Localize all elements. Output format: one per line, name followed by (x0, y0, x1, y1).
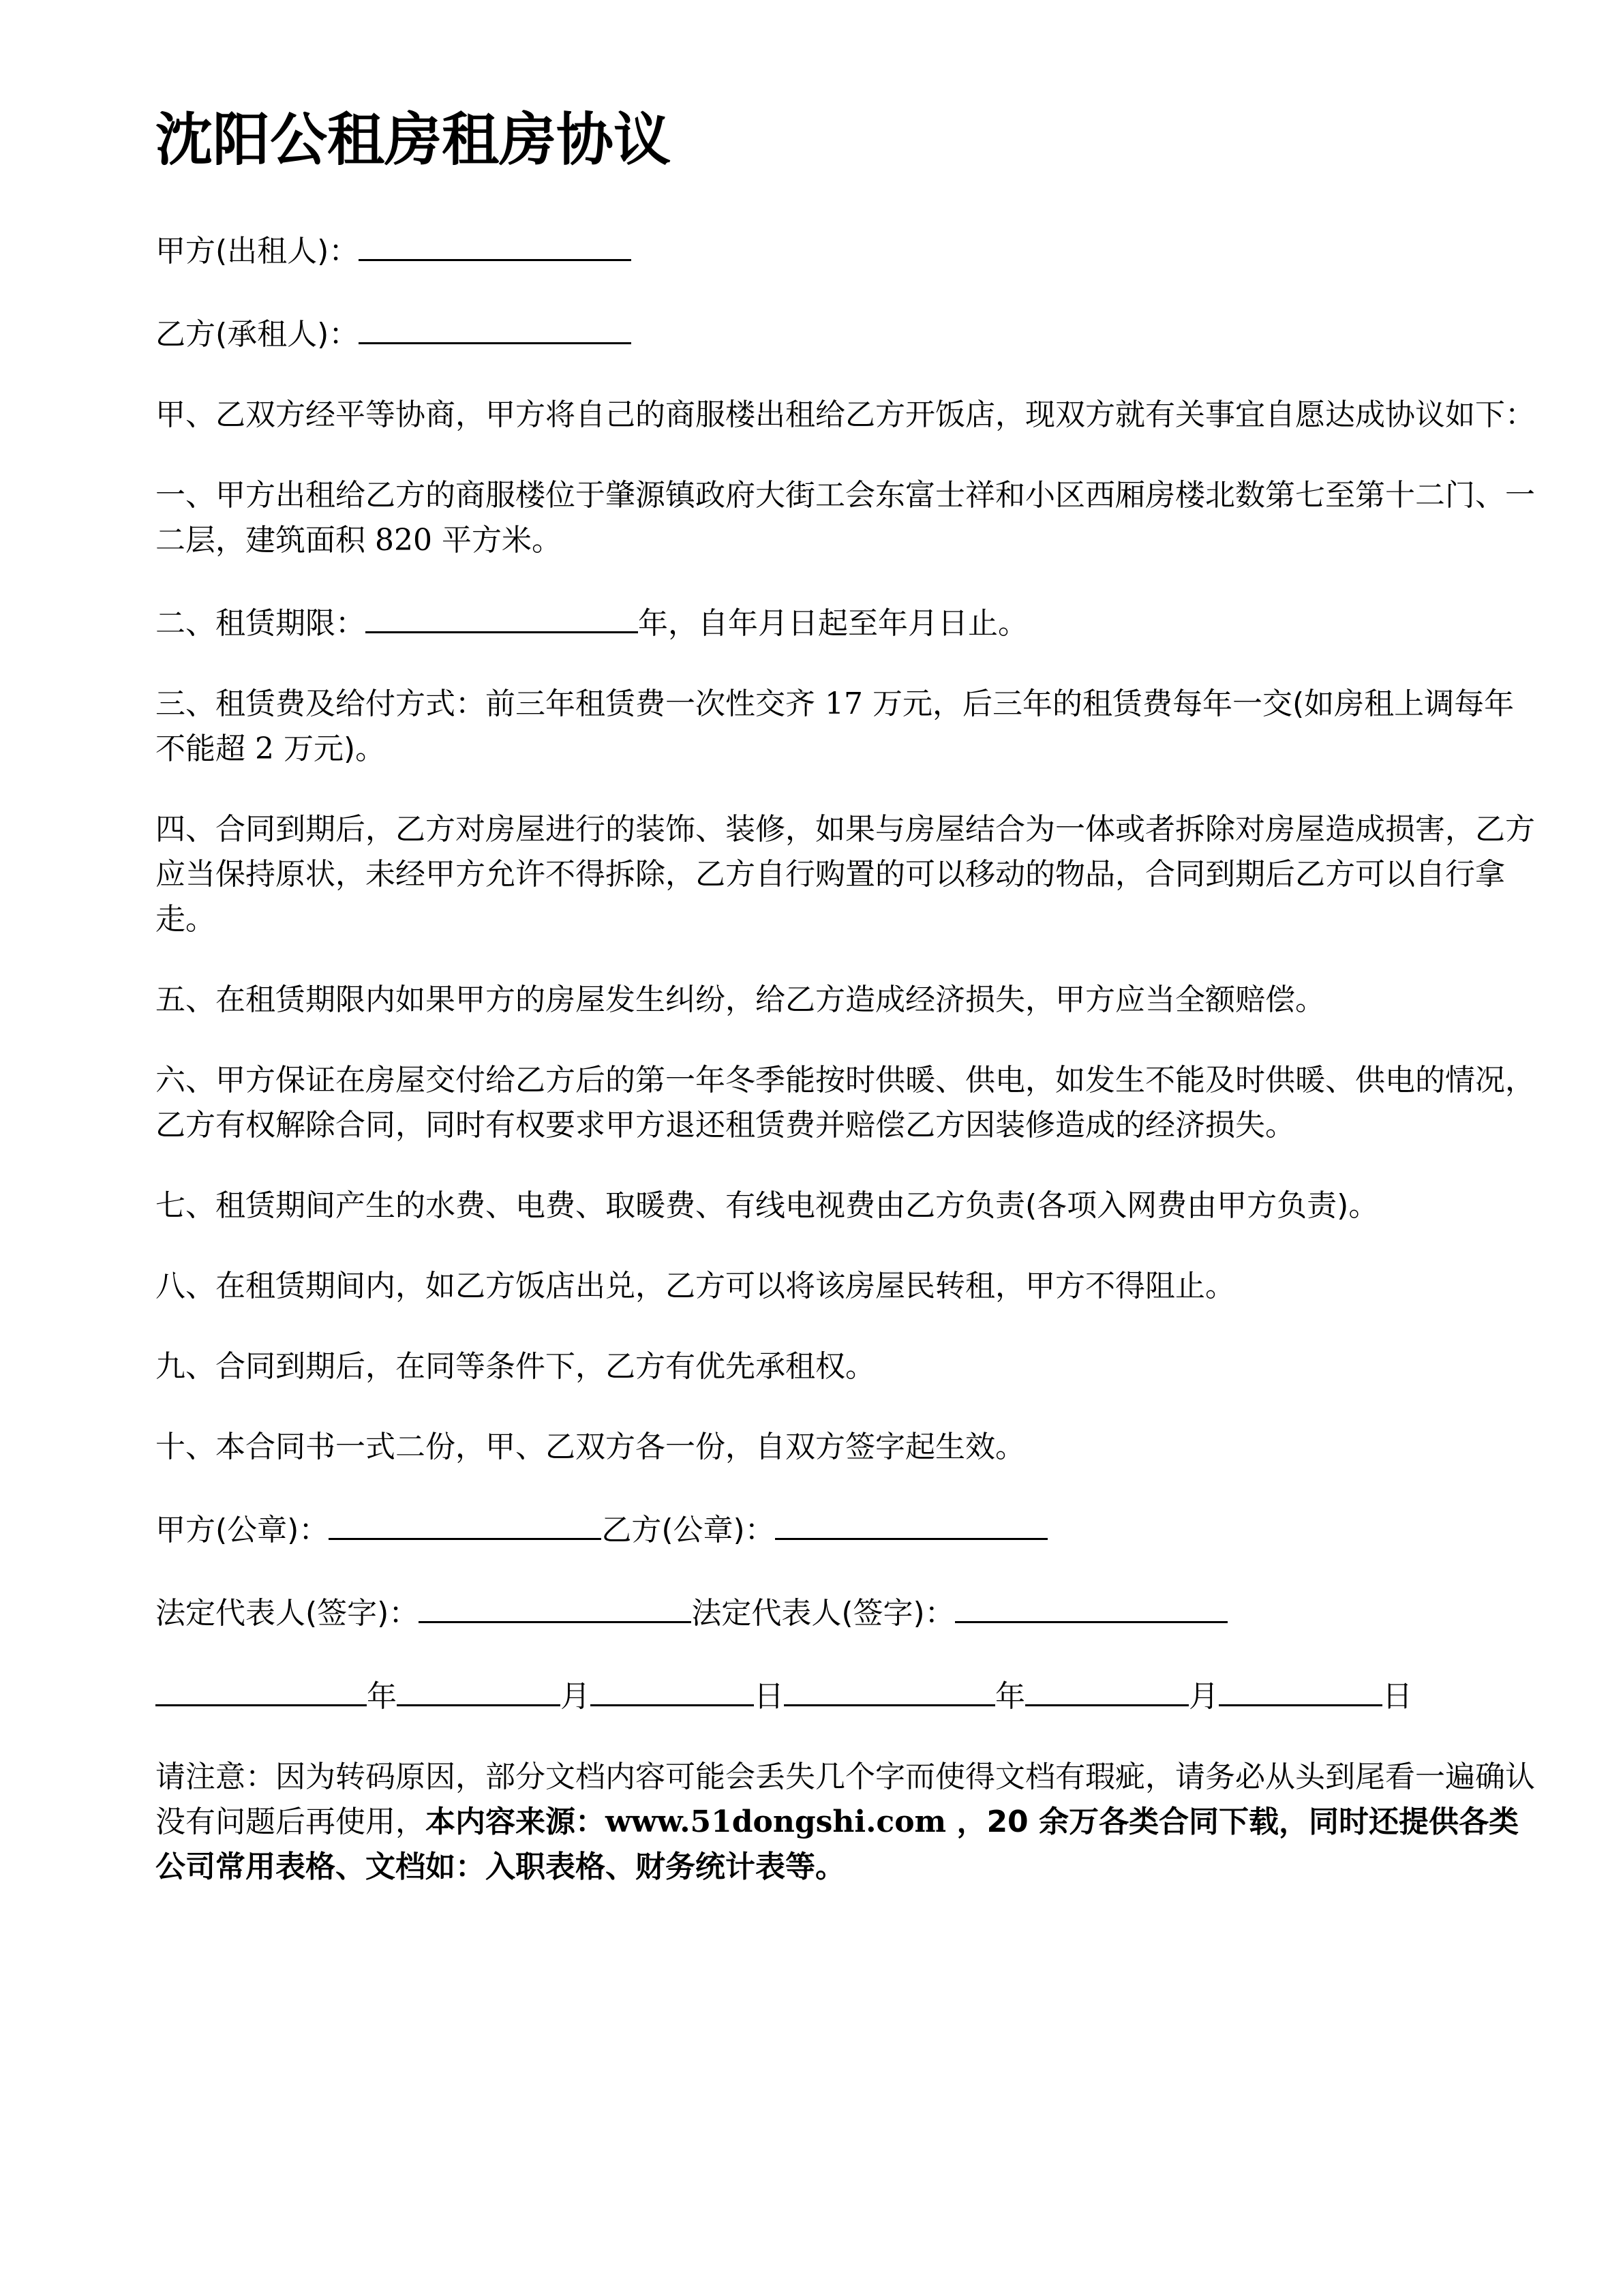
rep-b-blank (955, 1588, 1228, 1623)
notice-source-text: ，20 余万各类合同下载，同时还提供各类公司常用表格、文档如：入职表格、财务统计表等。 (155, 1804, 1519, 1884)
party-a-blank (359, 226, 631, 261)
lease-term-blank (365, 599, 638, 633)
date-b-month-blank (1025, 1672, 1189, 1706)
clause-7: 七、租赁期间产生的水费、电费、取暖费、有线电视费由乙方负责(各项入网费由甲方负责)。 (155, 1188, 1379, 1223)
clause-2-label: 二、租赁期限： (155, 606, 365, 641)
date-line (155, 1672, 1539, 1719)
representative-line (155, 1588, 1539, 1636)
clause-1-unit: 平方米。 (441, 523, 562, 558)
clause-3-limit: 2 (245, 731, 284, 766)
date-a-year-label: 年 (367, 1679, 397, 1714)
party-a-line (155, 226, 1539, 274)
date-b-year-blank (784, 1672, 995, 1706)
document-page (155, 102, 1539, 1925)
clause-10: 十、本合同书一式二份，甲、乙双方各一份，自双方签字起生效。 (155, 1430, 1025, 1464)
party-b-label: 乙方(承租人)： (155, 317, 359, 352)
clause-5: 五、在租赁期限内如果甲方的房屋发生纠纷，给乙方造成经济损失，甲方应当全额赔偿。 (155, 982, 1325, 1017)
date-b-month-label: 月 (1189, 1679, 1219, 1714)
clause-3 (155, 682, 1539, 772)
clause-2-text: 年，自年月日起至年月日止。 (638, 606, 1028, 641)
rep-a-blank (419, 1588, 691, 1623)
seal-b-blank (775, 1505, 1048, 1540)
clause-4: 四、合同到期后，乙方对房屋进行的装饰、装修，如果与房屋结合为一体或者拆除对房屋造成损害，乙方应当保持原状，未经甲方允许不得拆除，乙方自行购置的可以移动的物品，合同到期后乙方可以自行拿走。 (155, 812, 1535, 937)
clause-2 (155, 599, 1539, 646)
clause-9: 九、合同到期后，在同等条件下，乙方有优先承租权。 (155, 1349, 875, 1384)
date-a-month-label: 月 (560, 1679, 590, 1714)
party-b-blank (359, 309, 631, 344)
document-title: 沈阳公租房租房协议 (155, 106, 671, 173)
clause-3-text-2: 万元，后三年的租赁费每年一交(如房租上调每年不能超 (155, 686, 1515, 766)
clause-6: 六、甲方保证在房屋交付给乙方后的第一年冬季能按时供暖、供电，如发生不能及时供暖、供电的情况，乙方有权解除合同，同时有权要求甲方退还租赁费并赔偿乙方因装修造成的经济损失。 (155, 1063, 1535, 1143)
seal-a-blank (329, 1505, 601, 1540)
rep-b-label: 法定代表人(签字)： (691, 1596, 955, 1631)
seal-a-label: 甲方(公章)： (155, 1513, 329, 1547)
date-a-day-blank (590, 1672, 754, 1706)
clause-8: 八、在租赁期间内，如乙方饭店出兑，乙方可以将该房屋民转租，甲方不得阻止。 (155, 1269, 1235, 1303)
clause-1-area: 820 (365, 523, 442, 558)
notice-text: 请注意：因为转码原因，部分文档内容可能会丢失几个字而使得文档有瑕疵，请务必从头到尾看一遍确认没有问题后再使用， (155, 1759, 1535, 1839)
date-a-year-blank (155, 1672, 367, 1706)
clause-3-amount: 17 (815, 686, 873, 721)
date-a-day-label: 日 (754, 1679, 784, 1714)
clause-3-text-3: 万元)。 (283, 731, 386, 766)
seal-line (155, 1505, 1539, 1553)
date-a-month-blank (397, 1672, 560, 1706)
clause-1 (155, 473, 1539, 563)
party-b-line (155, 309, 1539, 357)
clause-1-text: 一、甲方出租给乙方的商服楼位于肇源镇政府大街工会东富士祥和小区西厢房楼北数第七至第十二门、一二层，建筑面积 (155, 478, 1535, 558)
notice-paragraph (155, 1755, 1539, 1890)
party-a-label: 甲方(出租人)： (155, 234, 359, 269)
notice-source-label: 本内容来源： (425, 1804, 605, 1839)
notice-source-url: www.51dongshi.com (605, 1804, 947, 1839)
rep-a-label: 法定代表人(签字)： (155, 1596, 419, 1631)
date-b-day-blank (1219, 1672, 1382, 1706)
date-b-year-label: 年 (995, 1679, 1025, 1714)
seal-b-label: 乙方(公章)： (601, 1513, 775, 1547)
intro-paragraph: 甲、乙双方经平等协商，甲方将自己的商服楼出租给乙方开饭店，现双方就有关事宜自愿达成协议如下： (155, 397, 1535, 432)
date-b-day-label: 日 (1382, 1679, 1412, 1714)
clause-3-text: 三、租赁费及给付方式：前三年租赁费一次性交齐 (155, 686, 815, 721)
